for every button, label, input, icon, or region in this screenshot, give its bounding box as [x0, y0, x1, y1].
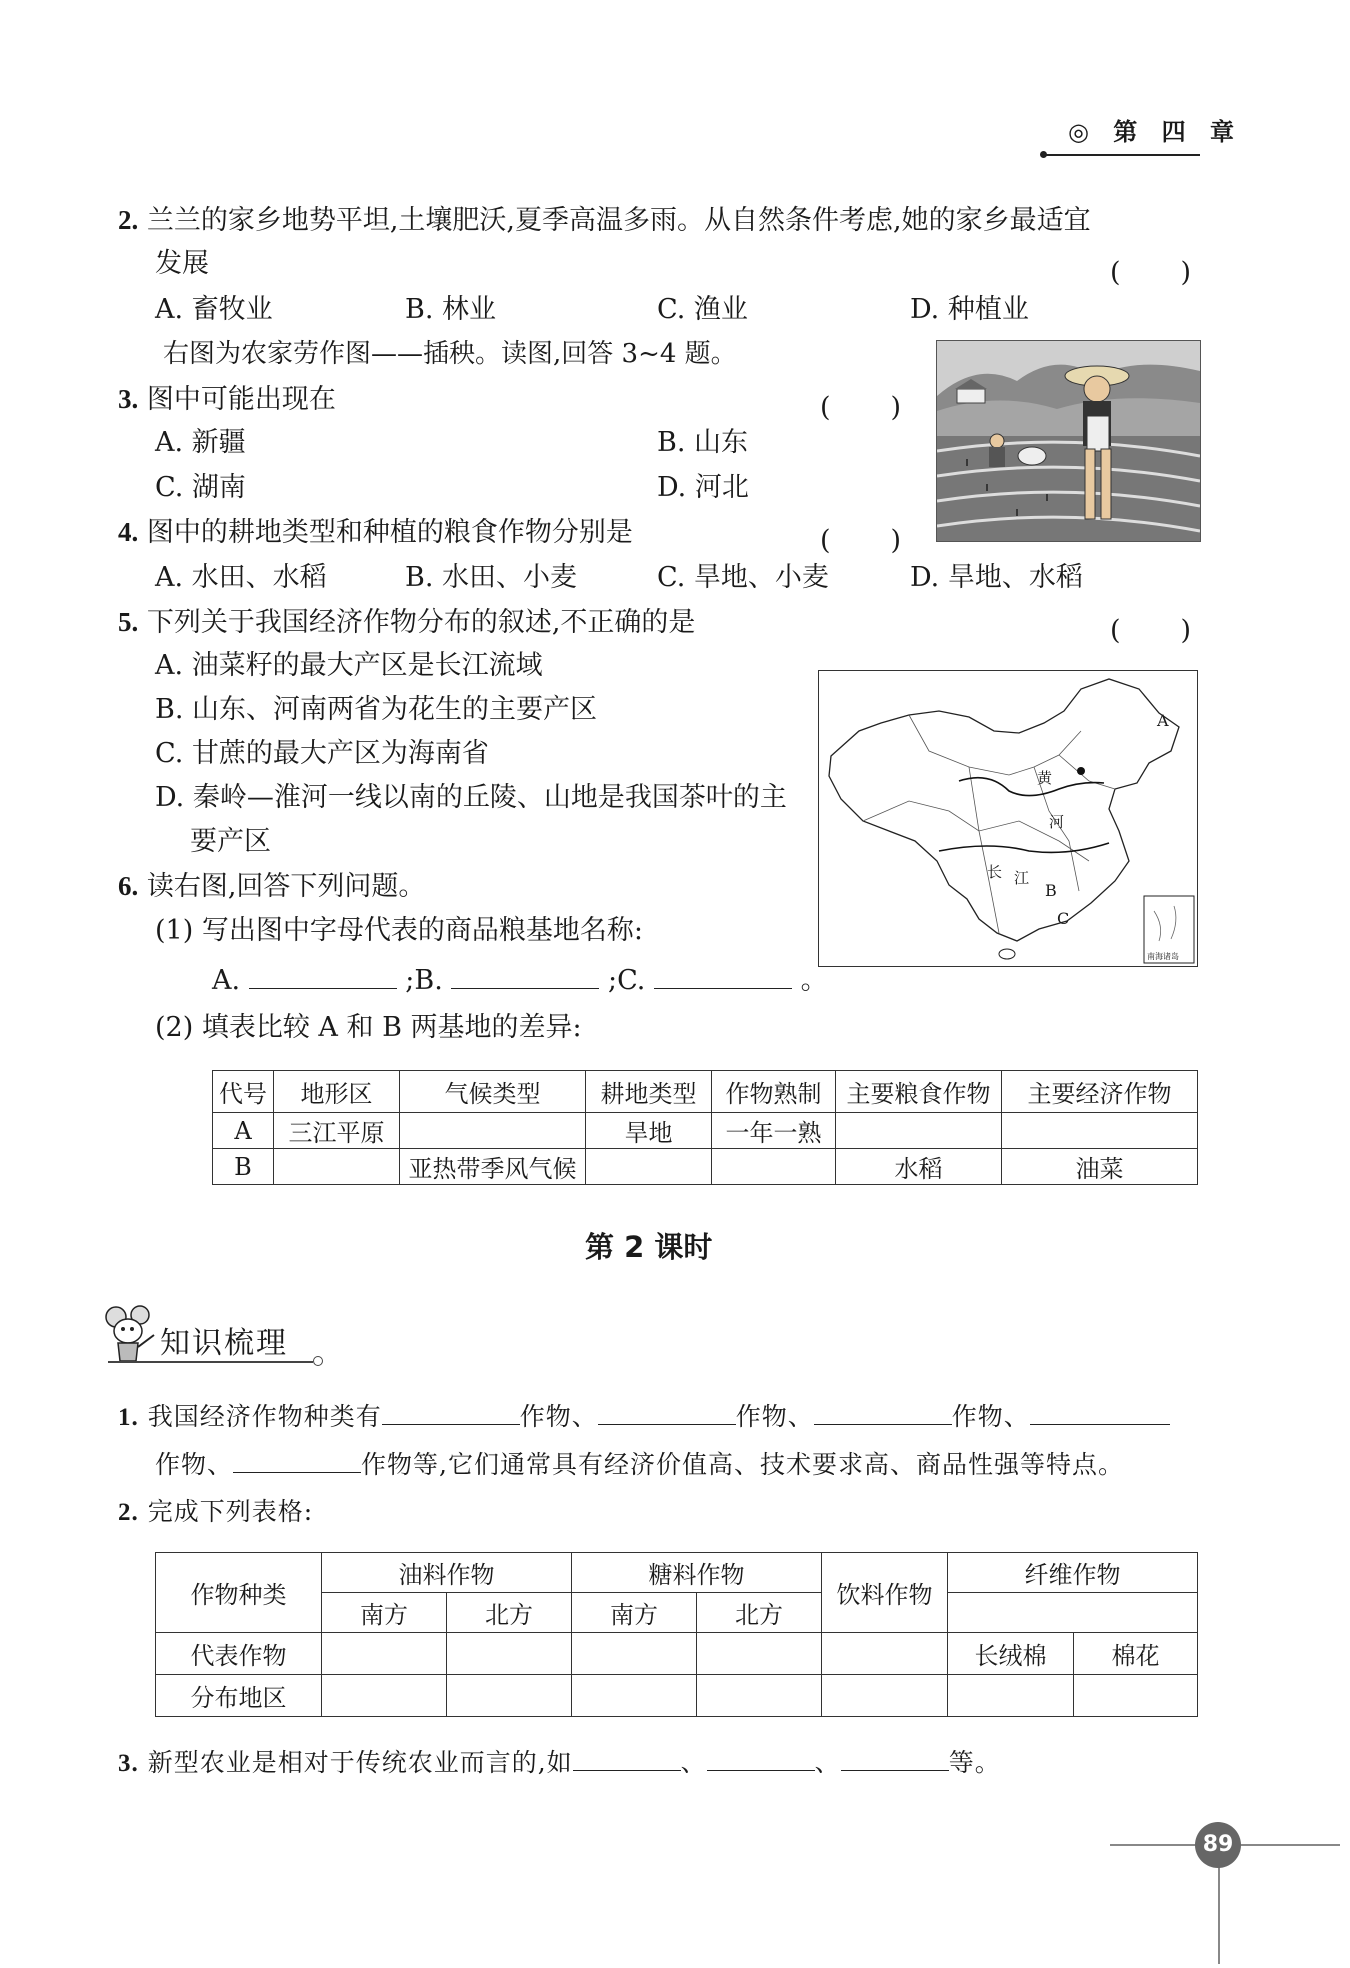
blank-c-label: ;C. [608, 965, 646, 996]
separator: 、 [680, 1748, 707, 1777]
table-header: 饮料作物 [822, 1553, 948, 1633]
table-cell[interactable] [1002, 1113, 1198, 1149]
table-header: 糖料作物 [572, 1553, 822, 1593]
knowledge-1-cont [155, 1446, 1124, 1483]
table-cell[interactable] [712, 1149, 836, 1185]
option-a[interactable]: A. 水田、水稻 [155, 562, 327, 593]
question-number: 2. [118, 1499, 139, 1526]
section-rule [108, 1361, 313, 1363]
option-c[interactable]: C. 甘蔗的最大产区为海南省 [155, 738, 489, 769]
option-a[interactable]: A. 畜牧业 [155, 294, 273, 325]
section-rule-dot [313, 1356, 323, 1366]
table-subheader: 北方 [697, 1593, 822, 1633]
table-cell[interactable] [822, 1675, 948, 1717]
option-c[interactable]: C. 渔业 [657, 294, 748, 325]
table-cell[interactable] [586, 1149, 712, 1185]
option-d[interactable]: D. 种植业 [910, 294, 1029, 325]
map-inset-label: 南海诸岛 [1147, 952, 1179, 961]
table-header: 作物熟制 [712, 1071, 836, 1113]
table-cell: 一年一熟 [712, 1113, 836, 1149]
comparison-table [212, 1070, 1198, 1185]
table-row [156, 1675, 1198, 1717]
blank-b[interactable] [451, 962, 599, 989]
option-a[interactable]: A. 新疆 [155, 427, 246, 458]
table-cell[interactable] [274, 1149, 400, 1185]
k1-text-3: 作物、 [735, 1402, 814, 1431]
knowledge-3 [118, 1744, 1001, 1782]
table-cell[interactable] [948, 1675, 1074, 1717]
question-text: 新型农业是相对于传统农业而言的,如 [147, 1748, 573, 1777]
rice-planting-picture [936, 340, 1201, 542]
table-cell: 亚热带季风气候 [400, 1149, 586, 1185]
map-label-huang: 黄 [1037, 769, 1053, 787]
page-number: 89 [1195, 1822, 1241, 1868]
blank-1[interactable] [573, 1744, 681, 1771]
option-c[interactable]: C. 湖南 [155, 472, 246, 503]
table-subheader: 南方 [322, 1593, 447, 1633]
blank-a[interactable] [249, 962, 397, 989]
table-cell: 三江平原 [274, 1113, 400, 1149]
table-header: 主要经济作物 [1002, 1071, 1198, 1113]
header-rule [1042, 154, 1200, 156]
table-row [213, 1149, 1198, 1185]
table-header: 气候类型 [400, 1071, 586, 1113]
question-text: 下列关于我国经济作物分布的叙述,不正确的是 [146, 607, 696, 638]
knowledge-1 [118, 1398, 1170, 1436]
option-d-cont: 要产区 [190, 826, 271, 857]
table-cell: 油菜 [1002, 1149, 1198, 1185]
table-cell[interactable] [322, 1675, 447, 1717]
question-text: 图中的耕地类型和种植的粮食作物分别是 [146, 517, 633, 548]
blank-1[interactable] [382, 1398, 520, 1425]
map-label-jiang: 江 [1014, 869, 1030, 887]
blank-end: 。 [800, 965, 828, 996]
table-cell[interactable] [697, 1675, 822, 1717]
question-number: 3. [118, 384, 139, 414]
k1-text-4: 作物、 [951, 1402, 1030, 1431]
question-number: 3. [118, 1750, 139, 1777]
chapter-header: ◎ 第 四 章 [1068, 118, 1243, 146]
question-number: 5. [118, 607, 139, 637]
map-label-he: 河 [1049, 813, 1065, 831]
mouse-mascot-icon [100, 1305, 158, 1365]
table-cell[interactable] [447, 1633, 572, 1675]
table-cell: A [213, 1113, 274, 1149]
table-header: 油料作物 [322, 1553, 572, 1593]
blank-a-label: A. [212, 965, 241, 996]
table-subheader: 北方 [447, 1593, 572, 1633]
option-d[interactable]: D. 河北 [657, 472, 749, 503]
table-cell[interactable] [447, 1675, 572, 1717]
map-label-b: B [1045, 881, 1057, 900]
table-cell[interactable] [322, 1633, 447, 1675]
table-header: 主要粮食作物 [836, 1071, 1002, 1113]
header-dot [1040, 151, 1047, 158]
option-b[interactable]: B. 山东、河南两省为花生的主要产区 [155, 694, 598, 725]
question-6-blanks [212, 962, 828, 999]
table-header: 纤维作物 [948, 1553, 1198, 1593]
k3-end: 等。 [948, 1748, 1001, 1777]
answer-paren[interactable]: ( ) [820, 525, 904, 556]
mascot-drawing [100, 1305, 158, 1365]
k1-text-2: 作物、 [519, 1402, 598, 1431]
table-subheader: 南方 [572, 1593, 697, 1633]
table-cell: 旱地 [586, 1113, 712, 1149]
map-label-c: C [1057, 909, 1070, 928]
question-number: 6. [118, 871, 139, 901]
question-6-sub2: (2) 填表比较 A 和 B 两基地的差异: [155, 1012, 582, 1043]
option-d[interactable]: D. 旱地、水稻 [910, 562, 1083, 593]
blank-c[interactable] [654, 962, 792, 989]
question-text: 兰兰的家乡地势平坦,土壤肥沃,夏季高温多雨。从自然条件考虑,她的家乡最适宜 [146, 205, 1091, 236]
table-cell: 棉花 [1074, 1633, 1198, 1675]
map-label-chang: 长 [987, 863, 1003, 881]
blank-2[interactable] [707, 1744, 815, 1771]
table-header-row [213, 1071, 1198, 1113]
option-d[interactable]: D. 秦岭—淮河一线以南的丘陵、山地是我国茶叶的主 [155, 782, 787, 813]
china-map-drawing [819, 671, 1197, 966]
option-b[interactable]: B. 水田、小麦 [405, 562, 578, 593]
crop-table [155, 1552, 1198, 1717]
table-header: 耕地类型 [586, 1071, 712, 1113]
table-cell[interactable] [822, 1633, 948, 1675]
question-number: 4. [118, 517, 139, 547]
table-subheader-empty [948, 1593, 1198, 1633]
question-3 [118, 381, 336, 418]
table-cell: B [213, 1149, 274, 1185]
table-cell[interactable] [572, 1633, 697, 1675]
table-header: 作物种类 [156, 1553, 322, 1633]
table-header: 代号 [213, 1071, 274, 1113]
option-c[interactable]: C. 旱地、小麦 [657, 562, 829, 593]
lesson-title: 第 2 课时 [585, 1230, 713, 1264]
option-b[interactable]: B. 山东 [657, 427, 749, 458]
rice-planting-illustration [937, 341, 1200, 541]
row-label: 分布地区 [156, 1675, 322, 1717]
question-number: 1. [118, 1404, 139, 1431]
question-2-cont: 发展 [155, 248, 209, 279]
row-label: 代表作物 [156, 1633, 322, 1675]
blank-2[interactable] [598, 1398, 736, 1425]
table-cell[interactable] [572, 1675, 697, 1717]
table-cell[interactable] [836, 1113, 1002, 1149]
blank-3[interactable] [814, 1398, 952, 1425]
k1-text-5: 作物、 [155, 1450, 234, 1479]
intro-3-4: 右图为农家劳作图——插秧。读图,回答 3~4 题。 [163, 339, 737, 369]
blank-b-label: ;B. [405, 965, 443, 996]
separator: 、 [814, 1748, 841, 1777]
china-map [818, 670, 1198, 967]
question-2 [118, 202, 1091, 239]
blank-3[interactable] [841, 1744, 949, 1771]
answer-paren[interactable]: ( ) [1110, 615, 1194, 646]
question-text: 读右图,回答下列问题。 [146, 871, 426, 902]
table-row [156, 1633, 1198, 1675]
table-cell[interactable] [1074, 1675, 1198, 1717]
option-a[interactable]: A. 油菜籽的最大产区是长江流域 [155, 650, 543, 681]
blank-5[interactable] [233, 1446, 361, 1473]
question-6-sub1: (1) 写出图中字母代表的商品粮基地名称: [155, 915, 643, 946]
table-cell[interactable] [697, 1633, 822, 1675]
table-row [213, 1113, 1198, 1149]
section-title: 知识梳理 [160, 1326, 288, 1361]
option-b[interactable]: B. 林业 [405, 294, 497, 325]
knowledge-2 [118, 1494, 313, 1531]
table-cell: 水稻 [836, 1149, 1002, 1185]
k1-text-1: 我国经济作物种类有 [147, 1402, 382, 1431]
table-cell: 长绒棉 [948, 1633, 1074, 1675]
answer-paren[interactable]: ( ) [820, 392, 904, 423]
question-text: 图中可能出现在 [146, 384, 336, 415]
answer-paren[interactable]: ( ) [1110, 257, 1194, 288]
table-header: 地形区 [274, 1071, 400, 1113]
map-label-a: A [1157, 711, 1169, 730]
question-4 [118, 514, 633, 551]
question-text: 完成下列表格: [147, 1497, 314, 1526]
table-cell[interactable] [400, 1113, 586, 1149]
question-number: 2. [118, 205, 139, 235]
k1-text-6: 作物等,它们通常具有经济价值高、技术要求高、商品性强等特点。 [361, 1450, 1124, 1479]
question-6 [118, 868, 425, 905]
question-5 [118, 604, 695, 641]
blank-4[interactable] [1030, 1398, 1170, 1425]
